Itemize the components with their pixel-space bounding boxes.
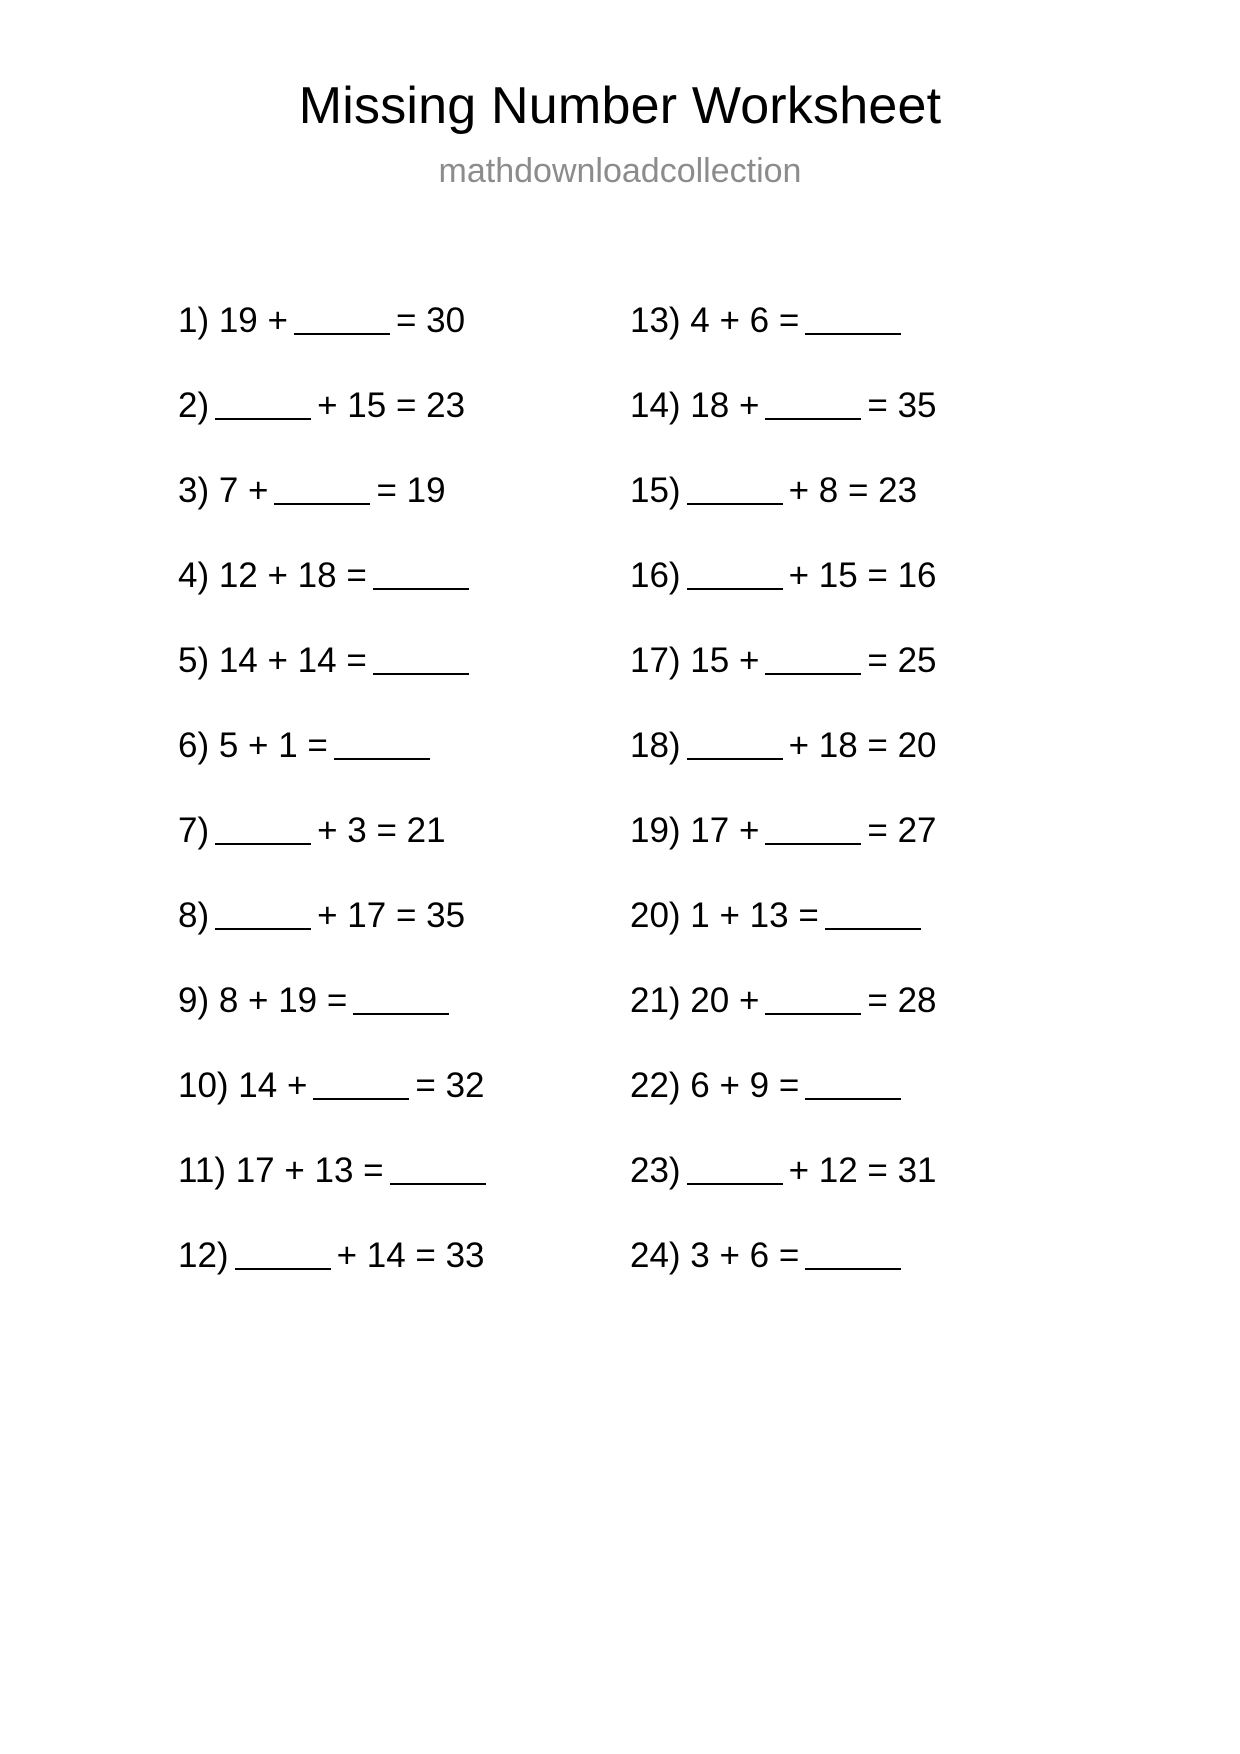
problem-row <box>630 789 1090 874</box>
problem-prefix: 23) <box>630 1151 681 1191</box>
problem-suffix: + 15 = 23 <box>317 386 466 426</box>
answer-blank[interactable] <box>215 902 311 930</box>
problem-suffix: + 17 = 35 <box>317 896 466 936</box>
answer-blank[interactable] <box>215 392 311 420</box>
right-column <box>630 279 1090 1299</box>
problem-prefix: 19) 17 + <box>630 811 760 851</box>
problem-prefix: 12) <box>178 1236 229 1276</box>
answer-blank[interactable] <box>235 1242 331 1270</box>
problem-row <box>630 279 1090 364</box>
problem-prefix: 22) 6 + 9 = <box>630 1066 800 1106</box>
problem-row <box>630 1129 1090 1214</box>
problem-prefix: 16) <box>630 556 681 596</box>
problem-row <box>630 874 1090 959</box>
answer-blank[interactable] <box>687 477 783 505</box>
answer-blank[interactable] <box>274 477 370 505</box>
problem-row <box>178 534 630 619</box>
problem-suffix: + 15 = 16 <box>788 556 937 596</box>
problem-prefix: 3) 7 + <box>178 471 269 511</box>
problem-row <box>178 1129 630 1214</box>
answer-blank[interactable] <box>765 987 861 1015</box>
answer-blank[interactable] <box>294 307 390 335</box>
problem-row <box>630 619 1090 704</box>
problem-row <box>630 449 1090 534</box>
problem-row <box>178 1214 630 1299</box>
problem-row <box>178 874 630 959</box>
problem-prefix: 8) <box>178 896 210 936</box>
problem-row <box>630 364 1090 449</box>
problem-row <box>178 789 630 874</box>
problem-prefix: 1) 19 + <box>178 301 288 341</box>
problem-suffix: = 30 <box>395 301 466 341</box>
problem-prefix: 17) 15 + <box>630 641 760 681</box>
problem-prefix: 15) <box>630 471 681 511</box>
problem-prefix: 20) 1 + 13 = <box>630 896 819 936</box>
answer-blank[interactable] <box>687 1157 783 1185</box>
answer-blank[interactable] <box>313 1072 409 1100</box>
problem-suffix: = 19 <box>376 471 446 511</box>
problem-prefix: 2) <box>178 386 210 426</box>
problem-suffix: = 32 <box>415 1066 485 1106</box>
problem-suffix: = 27 <box>867 811 937 851</box>
answer-blank[interactable] <box>765 392 861 420</box>
page-subtitle: mathdownloadcollection <box>438 152 802 191</box>
worksheet-header <box>0 0 1240 191</box>
problem-prefix: 11) 17 + 13 = <box>178 1151 384 1191</box>
problem-row <box>630 959 1090 1044</box>
page-title: Missing Number Worksheet <box>298 77 942 135</box>
problems-area <box>0 279 1240 1299</box>
answer-blank[interactable] <box>687 732 783 760</box>
problem-prefix: 10) 14 + <box>178 1066 308 1106</box>
problem-suffix: = 35 <box>867 386 937 426</box>
problem-suffix: + 14 = 33 <box>336 1236 485 1276</box>
answer-blank[interactable] <box>390 1157 486 1185</box>
answer-blank[interactable] <box>334 732 430 760</box>
problem-prefix: 14) 18 + <box>630 386 760 426</box>
answer-blank[interactable] <box>687 562 783 590</box>
problem-row <box>630 534 1090 619</box>
problem-prefix: 4) 12 + 18 = <box>178 556 367 596</box>
problem-suffix: = 28 <box>867 981 937 1021</box>
problem-row <box>178 449 630 534</box>
problem-prefix: 6) 5 + 1 = <box>178 726 328 766</box>
problem-row <box>178 959 630 1044</box>
answer-blank[interactable] <box>765 817 861 845</box>
answer-blank[interactable] <box>765 647 861 675</box>
answer-blank[interactable] <box>215 817 311 845</box>
answer-blank[interactable] <box>805 307 901 335</box>
problem-row <box>178 364 630 449</box>
problem-row <box>178 279 630 364</box>
answer-blank[interactable] <box>805 1072 901 1100</box>
problem-prefix: 18) <box>630 726 681 766</box>
problem-row <box>178 704 630 789</box>
problem-prefix: 9) 8 + 19 = <box>178 981 348 1021</box>
problem-suffix: = 25 <box>867 641 937 681</box>
problem-prefix: 24) 3 + 6 = <box>630 1236 800 1276</box>
answer-blank[interactable] <box>805 1242 901 1270</box>
answer-blank[interactable] <box>825 902 921 930</box>
problem-row <box>630 704 1090 789</box>
problem-suffix: + 12 = 31 <box>788 1151 937 1191</box>
left-column <box>178 279 630 1299</box>
problem-row <box>630 1214 1090 1299</box>
problem-row <box>630 1044 1090 1129</box>
answer-blank[interactable] <box>373 647 469 675</box>
problem-suffix: + 18 = 20 <box>788 726 937 766</box>
answer-blank[interactable] <box>373 562 469 590</box>
answer-blank[interactable] <box>353 987 449 1015</box>
problem-suffix: + 3 = 21 <box>317 811 446 851</box>
problem-prefix: 7) <box>178 811 210 851</box>
problem-row <box>178 1044 630 1129</box>
problem-suffix: + 8 = 23 <box>788 471 918 511</box>
problem-prefix: 13) 4 + 6 = <box>630 301 800 341</box>
problem-prefix: 5) 14 + 14 = <box>178 641 367 681</box>
problem-row <box>178 619 630 704</box>
problem-prefix: 21) 20 + <box>630 981 760 1021</box>
